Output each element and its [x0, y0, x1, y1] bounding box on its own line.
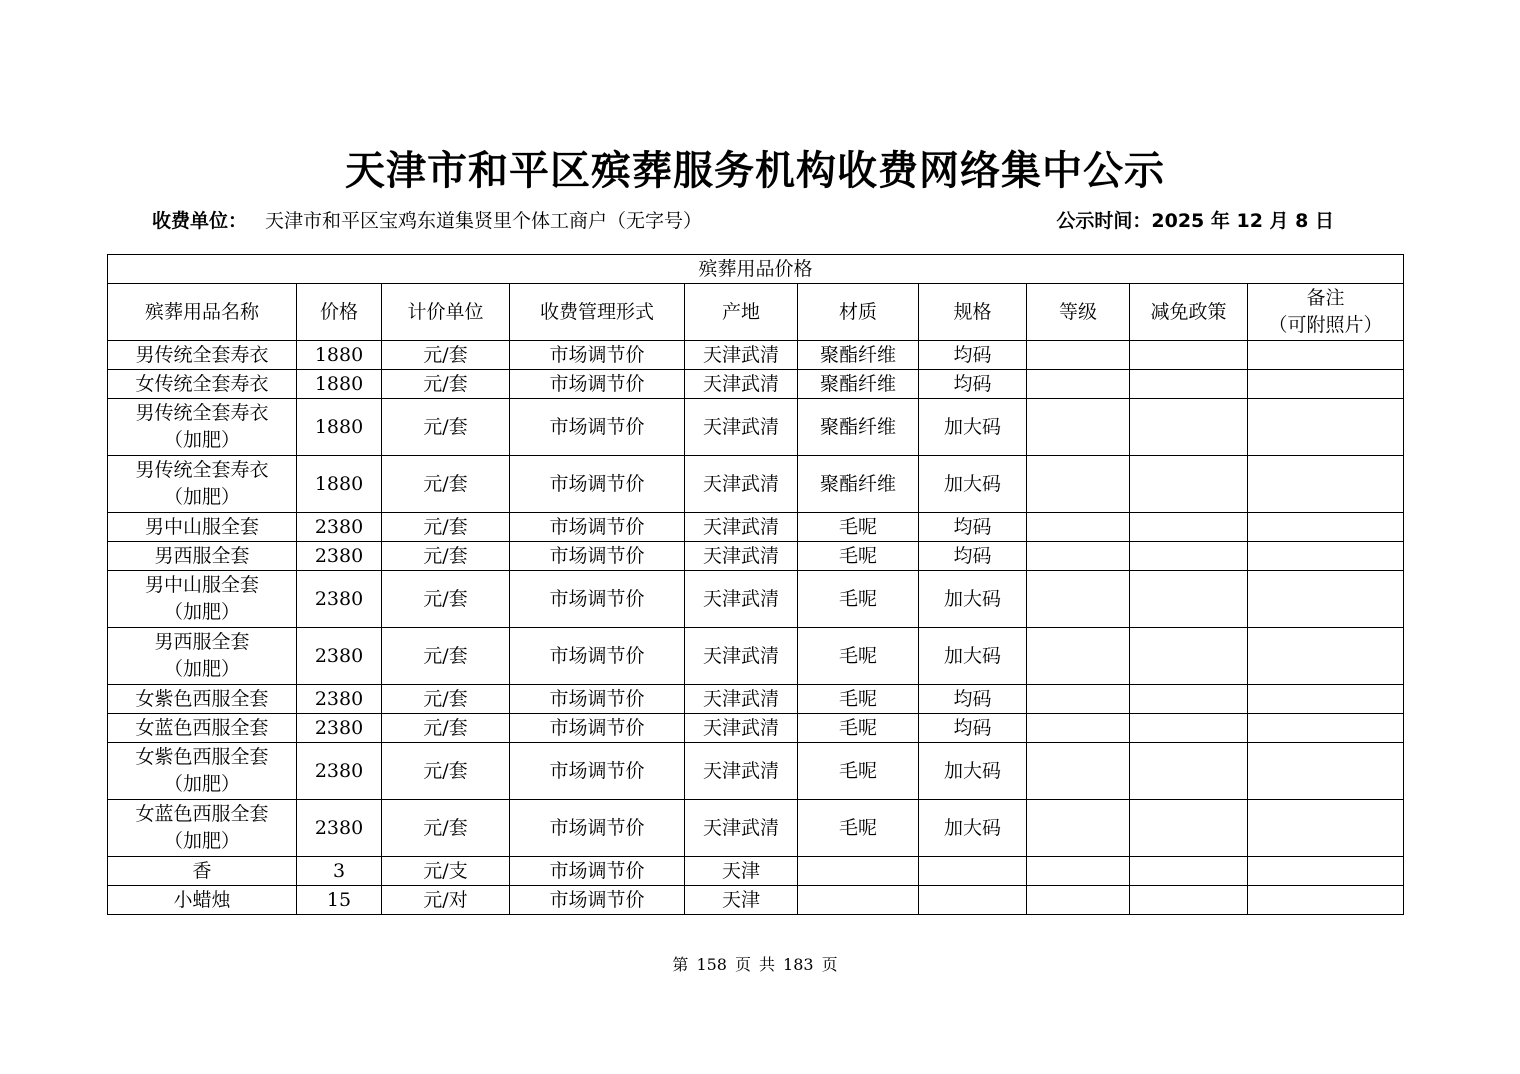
cell-grade [1027, 886, 1130, 915]
footer-page-word-end: 页 [821, 955, 838, 974]
page-title: 天津市和平区殡葬服务机构收费网络集中公示 [345, 148, 1165, 194]
cell-remarks [1248, 743, 1404, 800]
cell-origin: 天津武清 [685, 628, 798, 685]
cell-material: 毛呢 [798, 571, 919, 628]
header-price: 价格 [297, 284, 382, 341]
cell-name: 男西服全套 （加肥） [108, 628, 297, 685]
cell-material: 毛呢 [798, 743, 919, 800]
table-row [108, 513, 1404, 542]
total-pages-number: 183 [783, 955, 814, 974]
cell-size: 加大码 [919, 399, 1027, 456]
cell-name: 男中山服全套 [108, 513, 297, 542]
cell-price: 2380 [297, 542, 382, 571]
header-grade: 等级 [1027, 284, 1130, 341]
cell-origin: 天津武清 [685, 542, 798, 571]
cell-discount [1130, 857, 1248, 886]
cell-origin: 天津 [685, 886, 798, 915]
current-page-number: 158 [696, 955, 727, 974]
cell-pricing-type: 市场调节价 [510, 743, 685, 800]
cell-pricing-type: 市场调节价 [510, 513, 685, 542]
cell-material: 聚酯纤维 [798, 370, 919, 399]
cell-remarks [1248, 399, 1404, 456]
table-row [108, 628, 1404, 685]
cell-discount [1130, 886, 1248, 915]
cell-size: 加大码 [919, 743, 1027, 800]
cell-size: 加大码 [919, 456, 1027, 513]
cell-remarks [1248, 456, 1404, 513]
cell-price: 2380 [297, 513, 382, 542]
cell-unit: 元/套 [382, 628, 510, 685]
header-row [108, 284, 1404, 341]
table-row [108, 571, 1404, 628]
table-caption: 殡葬用品价格 [108, 255, 1404, 284]
cell-remarks [1248, 857, 1404, 886]
cell-pricing-type: 市场调节价 [510, 628, 685, 685]
cell-discount [1130, 571, 1248, 628]
table-row [108, 341, 1404, 370]
table-row [108, 399, 1404, 456]
cell-price: 1880 [297, 370, 382, 399]
cell-pricing-type: 市场调节价 [510, 857, 685, 886]
cell-pricing-type: 市场调节价 [510, 886, 685, 915]
cell-price: 1880 [297, 399, 382, 456]
cell-grade [1027, 571, 1130, 628]
cell-price: 1880 [297, 341, 382, 370]
header-name: 殡葬用品名称 [108, 284, 297, 341]
table-row [108, 800, 1404, 857]
cell-grade [1027, 685, 1130, 714]
price-table [107, 254, 1404, 915]
header-pricing-type: 收费管理形式 [510, 284, 685, 341]
cell-discount [1130, 743, 1248, 800]
cell-discount [1130, 800, 1248, 857]
cell-grade [1027, 743, 1130, 800]
cell-unit: 元/套 [382, 714, 510, 743]
cell-size: 均码 [919, 370, 1027, 399]
table-row [108, 857, 1404, 886]
cell-size: 均码 [919, 341, 1027, 370]
cell-discount [1130, 341, 1248, 370]
cell-name: 女蓝色西服全套 （加肥） [108, 800, 297, 857]
cell-pricing-type: 市场调节价 [510, 456, 685, 513]
cell-unit: 元/套 [382, 571, 510, 628]
header-remarks: 备注 （可附照片） [1248, 284, 1404, 341]
cell-price: 2380 [297, 628, 382, 685]
cell-origin: 天津武清 [685, 571, 798, 628]
cell-material: 毛呢 [798, 542, 919, 571]
unit-value: 天津市和平区宝鸡东道集贤里个体工商户（无字号） [265, 210, 703, 232]
cell-origin: 天津武清 [685, 341, 798, 370]
cell-unit: 元/套 [382, 542, 510, 571]
cell-grade [1027, 714, 1130, 743]
cell-remarks [1248, 800, 1404, 857]
cell-price: 1880 [297, 456, 382, 513]
header-material: 材质 [798, 284, 919, 341]
cell-unit: 元/套 [382, 341, 510, 370]
cell-remarks [1248, 886, 1404, 915]
cell-price: 2380 [297, 571, 382, 628]
cell-unit: 元/对 [382, 886, 510, 915]
cell-size: 均码 [919, 685, 1027, 714]
cell-unit: 元/套 [382, 685, 510, 714]
cell-discount [1130, 628, 1248, 685]
table-row [108, 743, 1404, 800]
cell-discount [1130, 685, 1248, 714]
cell-name: 女紫色西服全套 （加肥） [108, 743, 297, 800]
cell-remarks [1248, 370, 1404, 399]
cell-price: 3 [297, 857, 382, 886]
meta-line [152, 205, 1342, 237]
cell-size [919, 886, 1027, 915]
cell-size: 均码 [919, 714, 1027, 743]
footer-total-label: 共 [759, 955, 776, 974]
unit-label: 收费单位： [152, 210, 248, 232]
cell-unit: 元/套 [382, 800, 510, 857]
table-row [108, 685, 1404, 714]
cell-grade [1027, 542, 1130, 571]
cell-material: 毛呢 [798, 513, 919, 542]
cell-name: 小蜡烛 [108, 886, 297, 915]
cell-pricing-type: 市场调节价 [510, 370, 685, 399]
cell-grade [1027, 370, 1130, 399]
cell-grade [1027, 628, 1130, 685]
cell-discount [1130, 399, 1248, 456]
cell-grade [1027, 857, 1130, 886]
header-size: 规格 [919, 284, 1027, 341]
table-row [108, 714, 1404, 743]
cell-discount [1130, 370, 1248, 399]
cell-price: 2380 [297, 714, 382, 743]
cell-origin: 天津武清 [685, 370, 798, 399]
cell-size: 加大码 [919, 628, 1027, 685]
cell-price: 2380 [297, 685, 382, 714]
cell-discount [1130, 513, 1248, 542]
cell-material [798, 857, 919, 886]
cell-unit: 元/套 [382, 513, 510, 542]
cell-remarks [1248, 571, 1404, 628]
cell-discount [1130, 542, 1248, 571]
cell-material: 聚酯纤维 [798, 456, 919, 513]
cell-unit: 元/套 [382, 743, 510, 800]
cell-material: 聚酯纤维 [798, 399, 919, 456]
cell-origin: 天津武清 [685, 800, 798, 857]
cell-origin: 天津武清 [685, 399, 798, 456]
cell-name: 男中山服全套 （加肥） [108, 571, 297, 628]
cell-pricing-type: 市场调节价 [510, 685, 685, 714]
cell-pricing-type: 市场调节价 [510, 341, 685, 370]
cell-unit: 元/套 [382, 399, 510, 456]
cell-remarks [1248, 714, 1404, 743]
cell-name: 女传统全套寿衣 [108, 370, 297, 399]
cell-material: 聚酯纤维 [798, 341, 919, 370]
cell-remarks [1248, 542, 1404, 571]
cell-grade [1027, 513, 1130, 542]
cell-size [919, 857, 1027, 886]
cell-price: 2380 [297, 800, 382, 857]
footer-page-word: 页 [734, 955, 751, 974]
cell-material [798, 886, 919, 915]
cell-grade [1027, 399, 1130, 456]
cell-price: 15 [297, 886, 382, 915]
cell-pricing-type: 市场调节价 [510, 542, 685, 571]
header-discount: 减免政策 [1130, 284, 1248, 341]
cell-discount [1130, 456, 1248, 513]
table-row [108, 886, 1404, 915]
cell-size: 均码 [919, 542, 1027, 571]
cell-name: 男传统全套寿衣 [108, 341, 297, 370]
cell-origin: 天津武清 [685, 456, 798, 513]
cell-grade [1027, 800, 1130, 857]
cell-pricing-type: 市场调节价 [510, 714, 685, 743]
cell-grade [1027, 456, 1130, 513]
cell-pricing-type: 市场调节价 [510, 800, 685, 857]
table-row [108, 542, 1404, 571]
cell-unit: 元/套 [382, 456, 510, 513]
page-footer [0, 953, 1510, 977]
cell-size: 加大码 [919, 571, 1027, 628]
table-row [108, 370, 1404, 399]
cell-origin: 天津武清 [685, 685, 798, 714]
cell-origin: 天津 [685, 857, 798, 886]
cell-material: 毛呢 [798, 628, 919, 685]
cell-size: 均码 [919, 513, 1027, 542]
cell-discount [1130, 714, 1248, 743]
cell-remarks [1248, 628, 1404, 685]
cell-pricing-type: 市场调节价 [510, 571, 685, 628]
cell-remarks [1248, 513, 1404, 542]
cell-name: 女蓝色西服全套 [108, 714, 297, 743]
cell-name: 男传统全套寿衣 （加肥） [108, 456, 297, 513]
footer-page-label: 第 [672, 955, 689, 974]
cell-origin: 天津武清 [685, 743, 798, 800]
cell-unit: 元/套 [382, 370, 510, 399]
cell-name: 香 [108, 857, 297, 886]
cell-grade [1027, 341, 1130, 370]
cell-name: 女紫色西服全套 [108, 685, 297, 714]
cell-material: 毛呢 [798, 714, 919, 743]
cell-name: 男西服全套 [108, 542, 297, 571]
cell-origin: 天津武清 [685, 513, 798, 542]
table-row [108, 456, 1404, 513]
cell-material: 毛呢 [798, 800, 919, 857]
cell-origin: 天津武清 [685, 714, 798, 743]
cell-price: 2380 [297, 743, 382, 800]
cell-remarks [1248, 341, 1404, 370]
cell-unit: 元/支 [382, 857, 510, 886]
cell-material: 毛呢 [798, 685, 919, 714]
cell-remarks [1248, 685, 1404, 714]
cell-pricing-type: 市场调节价 [510, 399, 685, 456]
cell-name: 男传统全套寿衣 （加肥） [108, 399, 297, 456]
cell-size: 加大码 [919, 800, 1027, 857]
header-origin: 产地 [685, 284, 798, 341]
header-unit: 计价单位 [382, 284, 510, 341]
publish-date: 公示时间：2025 年 12 月 8 日 [1056, 210, 1334, 232]
